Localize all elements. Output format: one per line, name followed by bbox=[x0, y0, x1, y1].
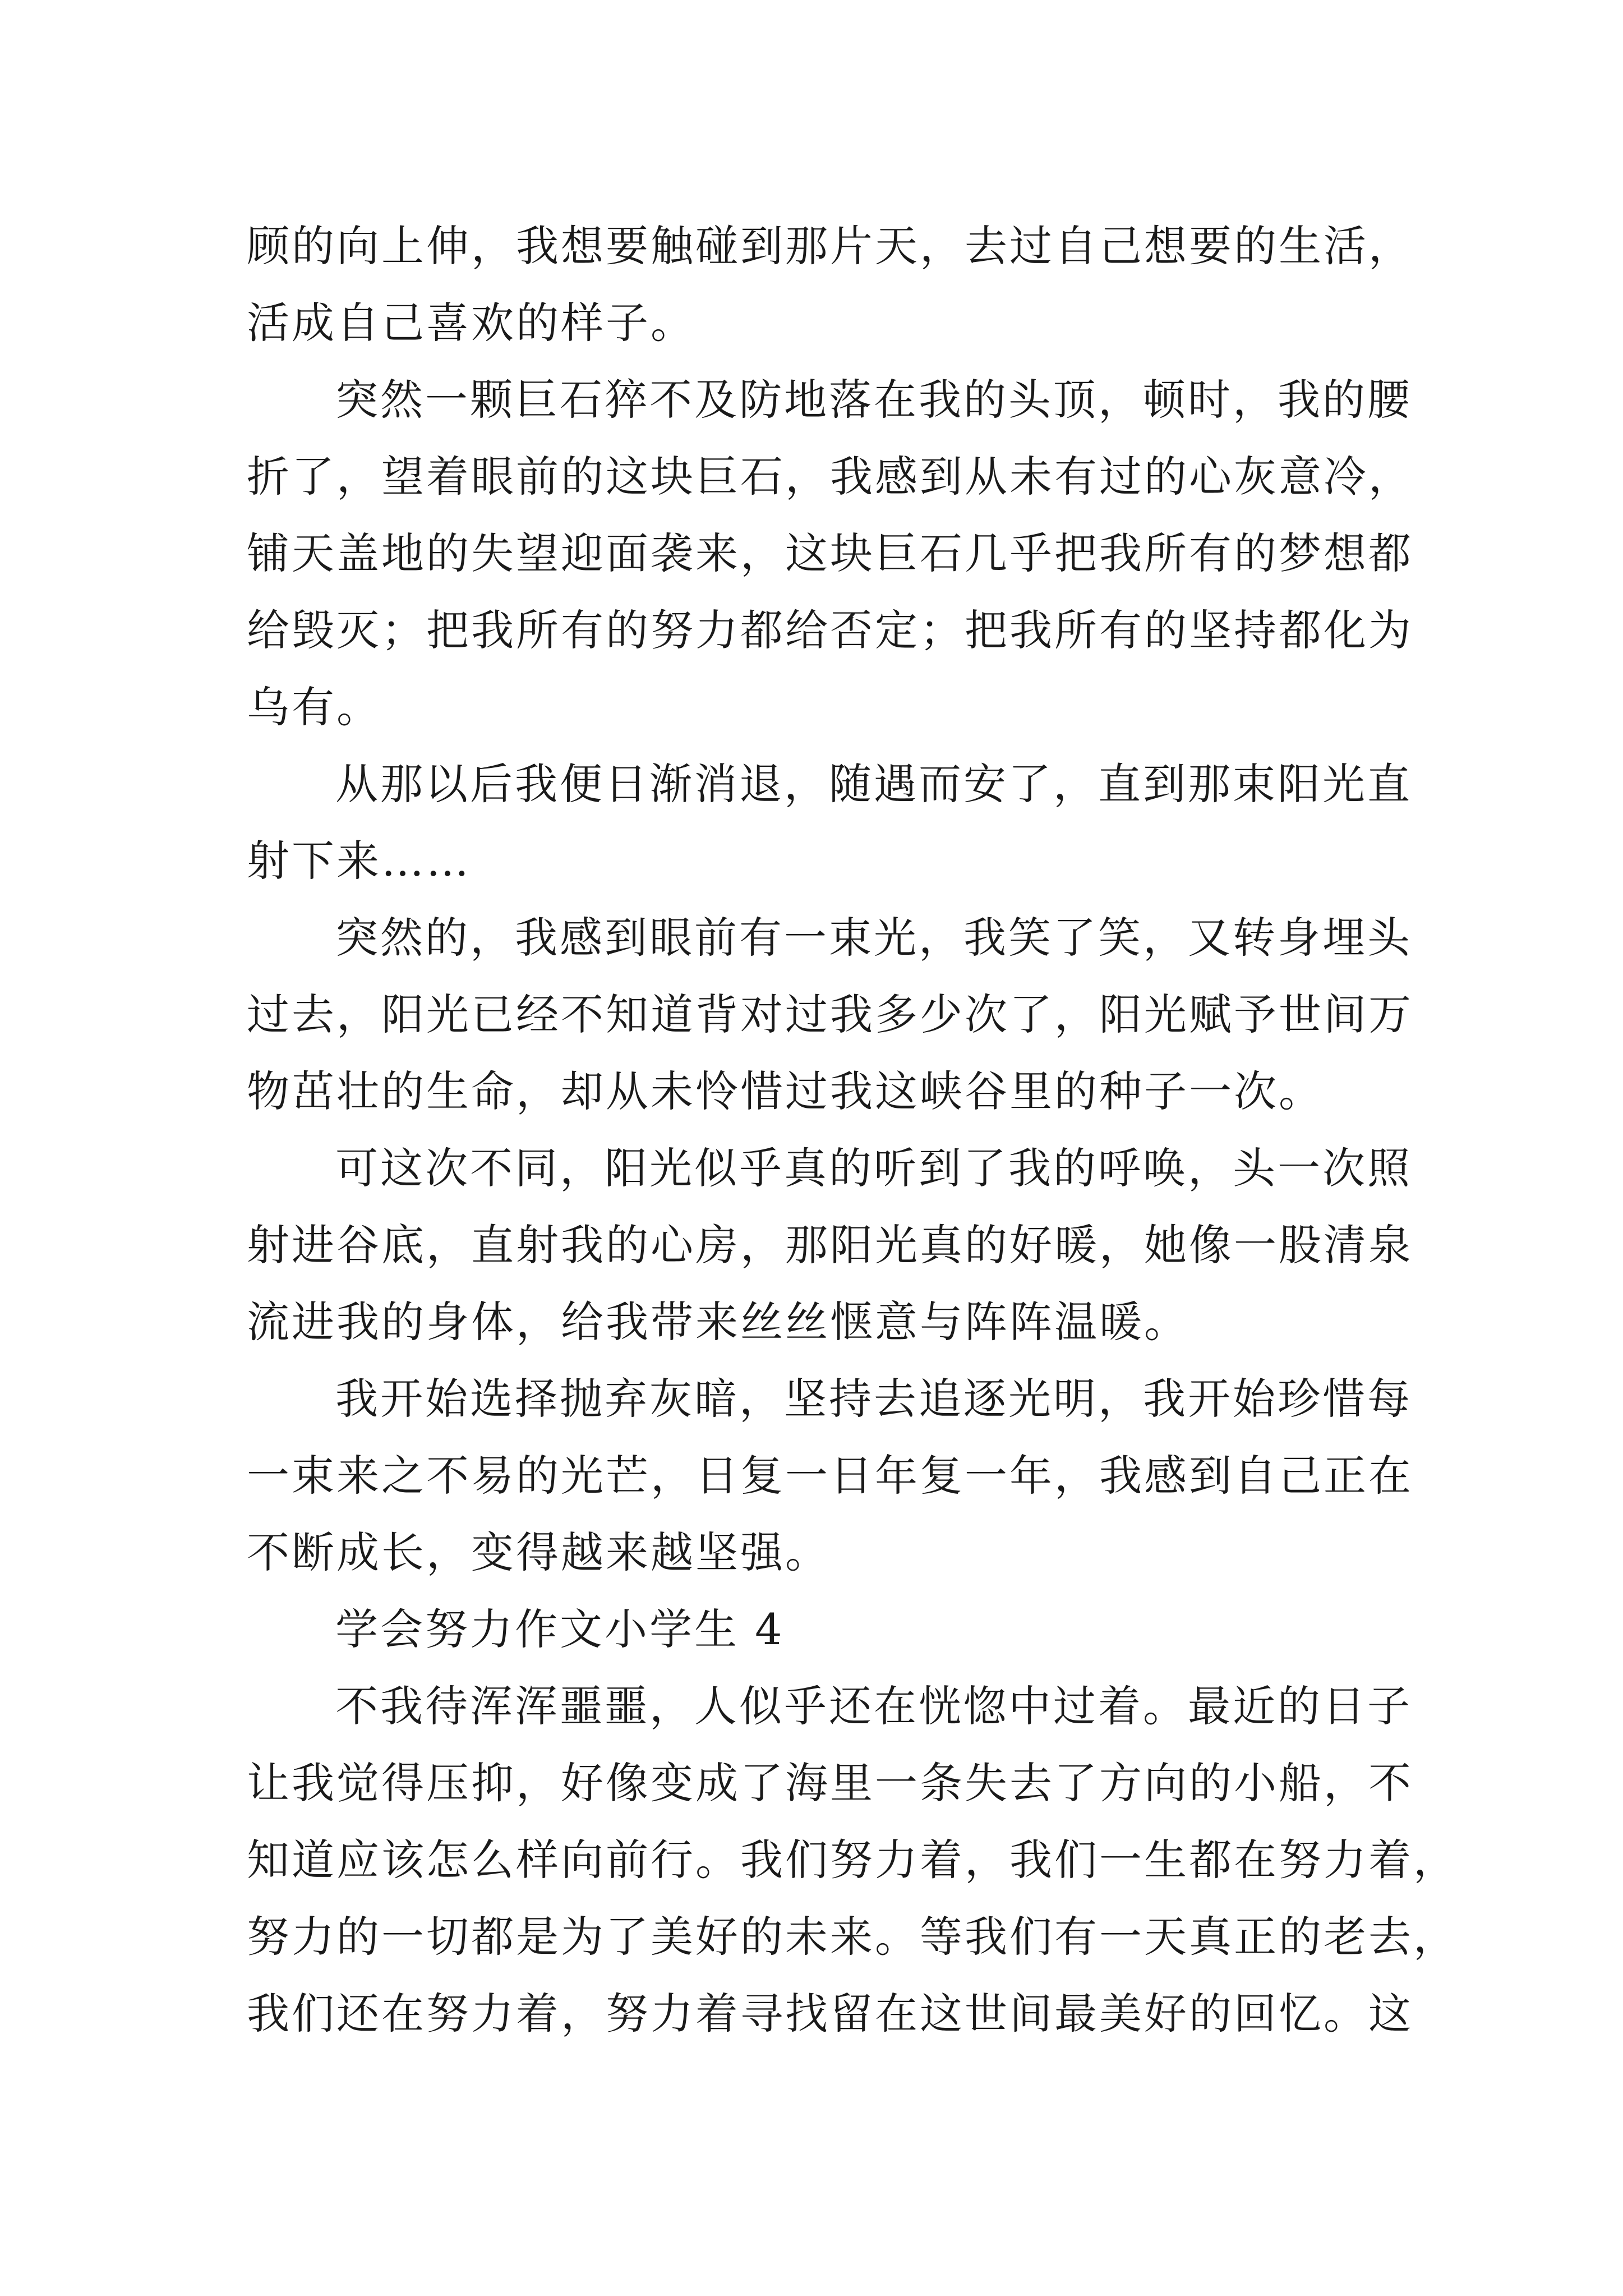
text-line: 流进我的身体，给我带来丝丝惬意与阵阵温暖。 bbox=[247, 1297, 1189, 1347]
text-line: 我们还在努力着，努力着寻找留在这世间最美好的回忆。这 bbox=[247, 1989, 1413, 2039]
text-line: 活成自己喜欢的样子。 bbox=[247, 298, 695, 348]
text-line: 我开始选择抛弃灰暗，坚持去追逐光明，我开始珍惜每 bbox=[335, 1374, 1412, 1424]
text-line: 一束来之不易的光芒，日复一日年复一年，我感到自己正在 bbox=[247, 1451, 1413, 1501]
section-heading: 学会努力作文小学生 4 bbox=[335, 1604, 785, 1654]
text-line: 给毁灭；把我所有的努力都给否定；把我所有的坚持都化为 bbox=[247, 605, 1413, 655]
text-line: 可这次不同，阳光似乎真的听到了我的呼唤，头一次照 bbox=[335, 1143, 1412, 1193]
text-line: 突然一颗巨石猝不及防地落在我的头顶，顿时，我的腰 bbox=[335, 375, 1412, 425]
text-line: 折了，望着眼前的这块巨石，我感到从未有过的心灰意冷， bbox=[247, 452, 1413, 501]
text-line: 顾的向上伸，我想要触碰到那片天，去过自己想要的生活， bbox=[247, 221, 1413, 271]
text-line: 铺天盖地的失望迎面袭来，这块巨石几乎把我所有的梦想都 bbox=[247, 528, 1413, 578]
text-line: 从那以后我便日渐消退，随遇而安了，直到那束阳光直 bbox=[335, 759, 1412, 809]
text-line: 物茁壮的生命，却从未怜惜过我这峡谷里的种子一次。 bbox=[247, 1066, 1324, 1116]
text-line: 不断成长，变得越来越坚强。 bbox=[247, 1527, 830, 1577]
text-line: 乌有。 bbox=[247, 682, 381, 732]
text-line: 不我待浑浑噩噩，人似乎还在恍惚中过着。最近的日子 bbox=[335, 1681, 1412, 1731]
text-line: 过去，阳光已经不知道背对过我多少次了，阳光赋予世间万 bbox=[247, 990, 1413, 1039]
text-line: 让我觉得压抑，好像变成了海里一条失去了方向的小船，不 bbox=[247, 1758, 1413, 1808]
text-line: 知道应该怎么样向前行。我们努力着，我们一生都在努力着， bbox=[247, 1835, 1458, 1885]
text-line: 射下来…… bbox=[247, 836, 471, 886]
text-line: 努力的一切都是为了美好的未来。等我们有一天真正的老去， bbox=[247, 1912, 1458, 1962]
text-line: 突然的，我感到眼前有一束光，我笑了笑，又转身埋头 bbox=[335, 913, 1412, 963]
document-body bbox=[247, 208, 1458, 2052]
text-line: 射进谷底，直射我的心房，那阳光真的好暖，她像一股清泉 bbox=[247, 1220, 1413, 1270]
